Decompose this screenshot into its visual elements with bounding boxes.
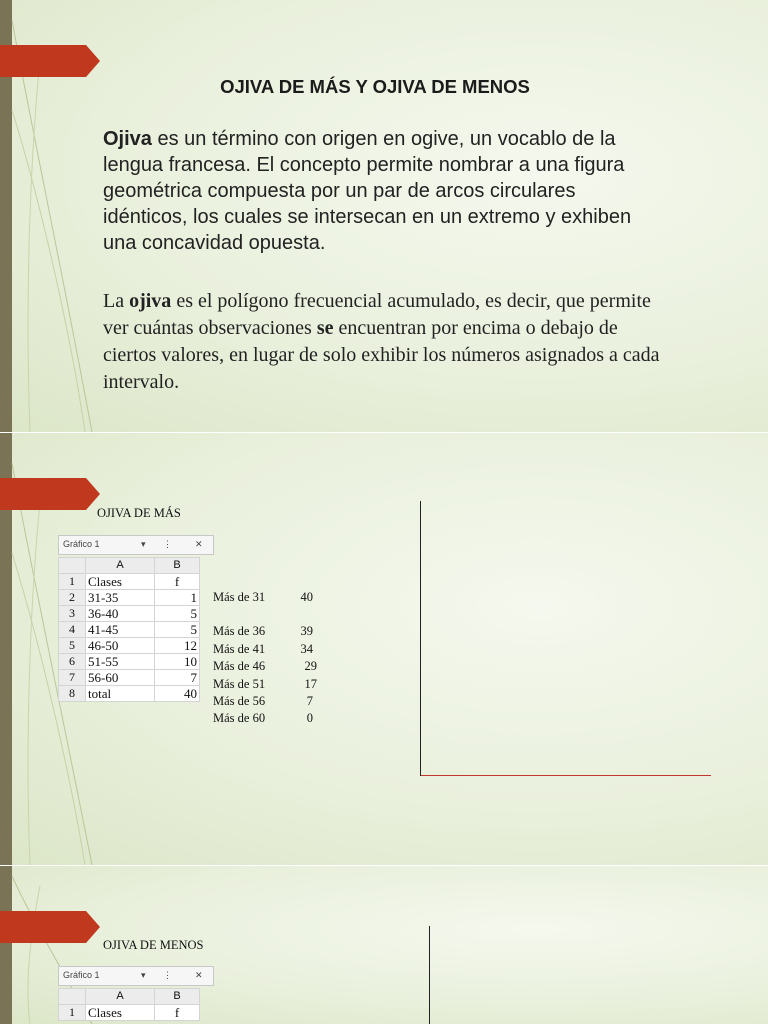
column-header-b[interactable]: B (155, 989, 200, 1005)
separator-icon: ⋮ (163, 970, 172, 980)
cell-frequency[interactable]: f (155, 1005, 200, 1021)
chart-x-axis (421, 775, 711, 776)
cumulative-label: Más de 31 (213, 590, 266, 604)
table-row (59, 1005, 200, 1021)
cumulative-label: Más de 60 (213, 711, 266, 725)
table-row (59, 638, 200, 654)
section-title: OJIVA DE MÁS (97, 506, 181, 520)
cell-class[interactable]: 56-60 (86, 670, 155, 686)
cell-frequency[interactable]: 10 (155, 654, 200, 670)
title-tab-marker (0, 478, 100, 510)
chart-y-axis (429, 926, 430, 1024)
definition-text: es un término con origen en ogive, un vocablo de la lengua francesa. El concepto permite nombrar a una figura geométrica compuesta por un par de arcos circulares idénticos, los cuales se intersecan en un extremo y exhiben una concavidad opuesta. (103, 128, 632, 254)
cumulative-value: 0 (306, 711, 313, 725)
cell-class[interactable]: total (86, 686, 155, 702)
row-number[interactable]: 3 (59, 606, 86, 622)
row-number[interactable]: 5 (59, 638, 86, 654)
cumulative-value: 39 (300, 624, 313, 638)
definition-paragraph (103, 126, 663, 256)
cumulative-value: 17 (304, 677, 317, 691)
cell-class[interactable]: 46-50 (86, 638, 155, 654)
cell-frequency[interactable]: 1 (155, 590, 200, 606)
cumulative-label: Más de 36 (213, 624, 266, 638)
cumulative-label: Más de 46 (213, 659, 266, 673)
name-box[interactable] (58, 535, 214, 555)
cell-class[interactable]: Clases (86, 574, 155, 590)
row-number[interactable]: 6 (59, 654, 86, 670)
close-icon[interactable]: ✕ (195, 970, 203, 980)
slide-3 (0, 866, 768, 1024)
slide-2 (0, 433, 768, 865)
cell-class[interactable]: Clases (86, 1005, 155, 1021)
table-row (59, 590, 200, 606)
row-number[interactable]: 2 (59, 590, 86, 606)
cumulative-label: Más de 41 (213, 642, 266, 656)
table-row-total (59, 686, 200, 702)
cell-frequency[interactable]: 5 (155, 622, 200, 638)
cumulative-value: 34 (300, 642, 313, 656)
name-box[interactable] (58, 966, 214, 986)
ogive-text-c: es el polígono frecuencial acumulado, es decir, que permite ver cuántas observaciones (103, 290, 651, 339)
table-row (59, 670, 200, 686)
cumulative-label: Más de 51 (213, 677, 266, 691)
row-number[interactable]: 4 (59, 622, 86, 638)
cell-class[interactable]: 41-45 (86, 622, 155, 638)
cell-frequency[interactable]: 5 (155, 606, 200, 622)
cumulative-value: 7 (306, 694, 313, 708)
chevron-down-icon[interactable]: ▾ (141, 970, 146, 980)
cell-frequency[interactable]: 40 (155, 686, 200, 702)
table-row (59, 606, 200, 622)
ogive-paragraph (103, 288, 663, 396)
row-number[interactable]: 1 (59, 574, 86, 590)
separator-icon: ⋮ (163, 539, 172, 549)
column-header-row (59, 558, 200, 574)
chevron-down-icon[interactable]: ▾ (141, 539, 146, 549)
cell-frequency[interactable]: f (155, 574, 200, 590)
row-number[interactable]: 7 (59, 670, 86, 686)
column-header-b[interactable]: B (155, 558, 200, 574)
ogive-term-se: se (316, 317, 334, 339)
spreadsheet (58, 966, 214, 1021)
title-tab-marker (0, 911, 100, 943)
cumulative-value: 29 (304, 659, 317, 673)
ogive-term: ojiva (129, 290, 172, 312)
cumulative-value: 40 (300, 590, 313, 604)
page-title: OJIVA DE MÁS Y OJIVA DE MENOS (220, 76, 530, 97)
cell-frequency[interactable]: 12 (155, 638, 200, 654)
close-icon[interactable]: ✕ (195, 539, 203, 549)
ogive-text-a: La (103, 290, 130, 312)
table-row (59, 654, 200, 670)
ogive-text-e: encuentran por encima o debajo de ciertos valores, en lugar de solo exhibir los números asignados a cada intervalo. (103, 317, 660, 393)
chart-y-axis (420, 501, 421, 776)
cumulative-label: Más de 56 (213, 694, 266, 708)
row-number[interactable]: 8 (59, 686, 86, 702)
spreadsheet (58, 535, 214, 702)
name-box-value: Gráfico 1 (63, 970, 100, 980)
cell-class[interactable]: 31-35 (86, 590, 155, 606)
cell-frequency[interactable]: 7 (155, 670, 200, 686)
frequency-table (58, 557, 200, 702)
column-header-row (59, 989, 200, 1005)
term-ojiva: Ojiva (103, 128, 152, 150)
slide-1 (0, 0, 768, 432)
title-tab-marker (0, 45, 100, 77)
column-header-a[interactable]: A (86, 558, 155, 574)
frequency-table (58, 988, 200, 1021)
cell-class[interactable]: 51-55 (86, 654, 155, 670)
name-box-value: Gráfico 1 (63, 539, 100, 549)
section-title: OJIVA DE MENOS (103, 938, 204, 952)
table-row (59, 574, 200, 590)
table-row (59, 622, 200, 638)
cell-class[interactable]: 36-40 (86, 606, 155, 622)
row-number[interactable]: 1 (59, 1005, 86, 1021)
column-header-a[interactable]: A (86, 989, 155, 1005)
